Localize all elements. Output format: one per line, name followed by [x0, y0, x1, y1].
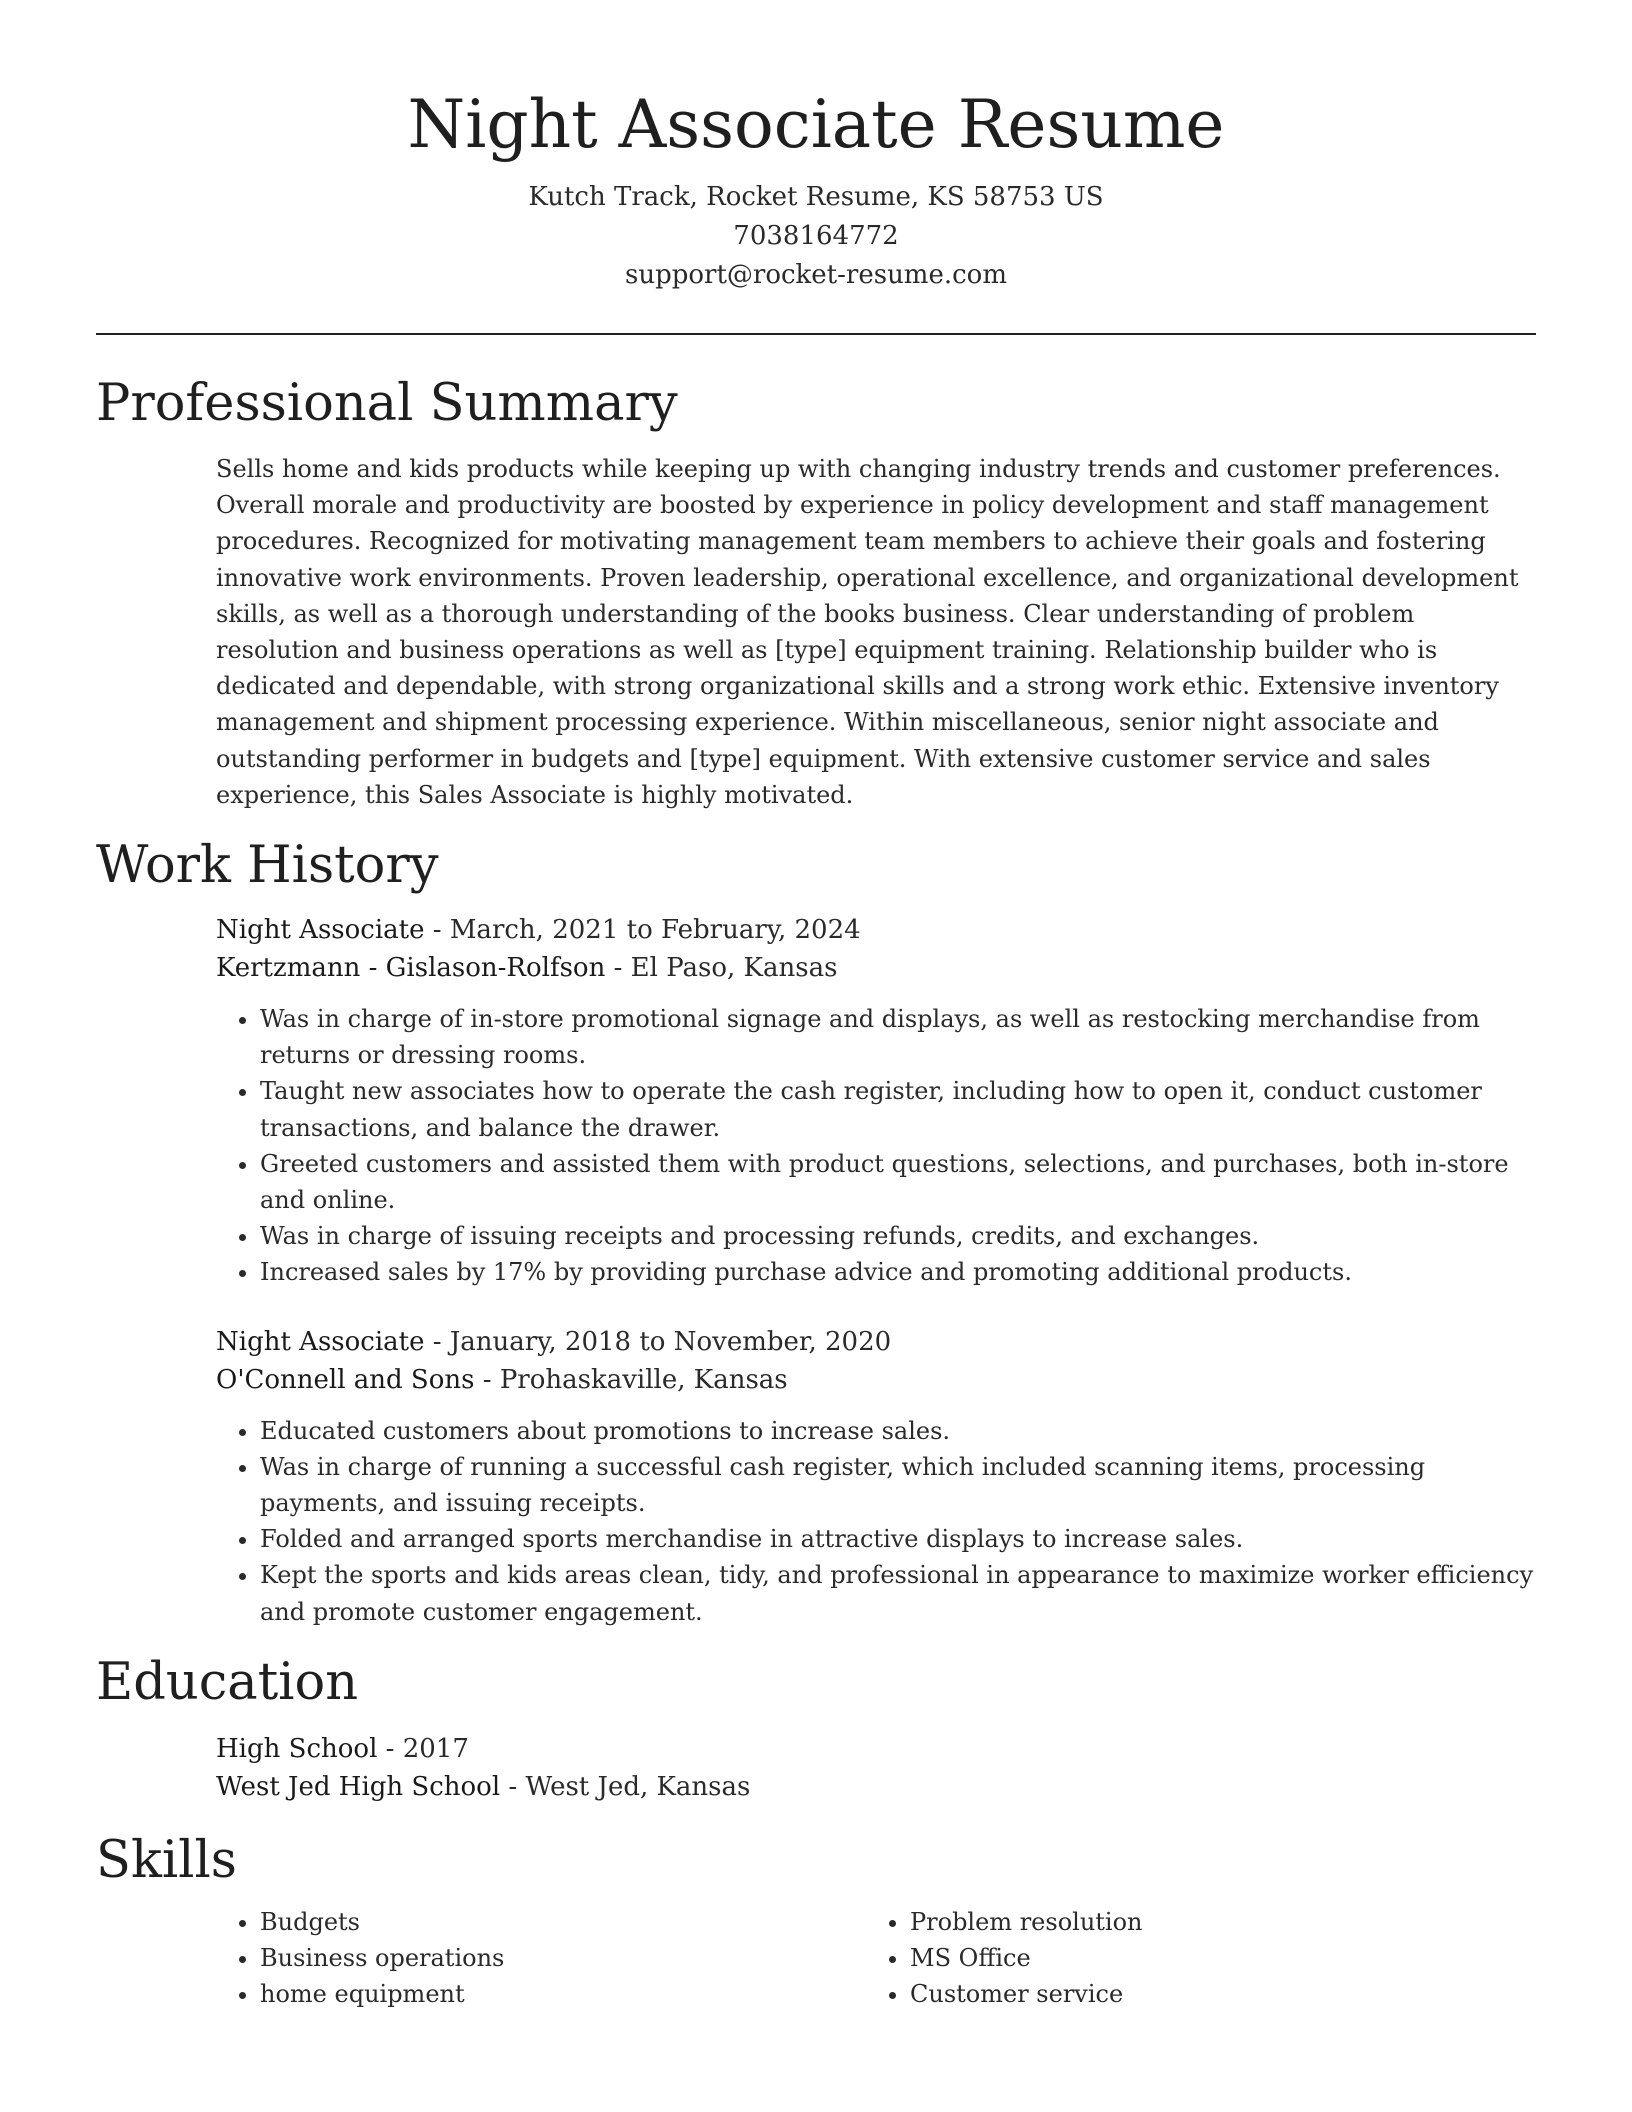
skills-grid	[216, 1904, 1536, 2013]
skills-heading: Skills	[96, 1830, 237, 1890]
skills-list	[216, 1904, 866, 2013]
email-text: support@rocket-resume.com	[624, 260, 1007, 290]
list-item: • Taught new associates how to operate the cash register, including how to open it, conduct customer transactions, and balance the drawer.	[260, 1073, 1536, 1145]
job-company: O'Connell and Sons	[216, 1364, 475, 1395]
resume-title: Night Associate Resume	[407, 86, 1225, 163]
list-item: • Increased sales by 17% by providing purchase advice and promoting additional products.	[260, 1254, 1536, 1290]
summary-section	[96, 371, 1536, 813]
header-divider	[96, 333, 1536, 335]
job-location: - El Paso, Kansas	[605, 953, 838, 984]
job-company-line	[216, 949, 1536, 987]
resume-page	[96, 0, 1536, 2012]
education-degree-line	[216, 1730, 1536, 1768]
education-heading: Education	[96, 1652, 359, 1712]
job-entry	[216, 1323, 1536, 1630]
list-item: • Was in charge of running a successful cash register, which included scanning items, processing payments, and issuing receipts.	[260, 1449, 1536, 1521]
skills-section	[96, 1828, 1536, 2013]
work-history-heading: Work History	[96, 836, 439, 896]
job-company: Kertzmann - Gislason-Rolfson	[216, 953, 606, 984]
phone-text: 7038164772	[733, 221, 899, 251]
skill-item: • Budgets	[260, 1904, 866, 1940]
contact-info	[96, 178, 1536, 295]
job-dates: - March, 2021 to February, 2024	[424, 915, 861, 946]
education-location: - West Jed, Kansas	[500, 1771, 751, 1802]
job-company-line	[216, 1361, 1536, 1399]
skills-list	[866, 1904, 1516, 2013]
job-duties-list	[216, 1413, 1536, 1630]
work-history-section	[96, 833, 1536, 1630]
education-degree: High School	[216, 1733, 378, 1764]
education-school-line	[216, 1768, 1536, 1806]
education-year: - 2017	[377, 1733, 469, 1764]
address-text: Kutch Track, Rocket Resume, KS 58753 US	[528, 182, 1104, 212]
skill-item: • Customer service	[910, 1976, 1516, 2012]
list-item: • Kept the sports and kids areas clean, tidy, and professional in appearance to maximize worker efficiency and promote customer engagement.	[260, 1557, 1536, 1629]
skills-column-left	[216, 1904, 866, 2013]
skill-item: • home equipment	[260, 1976, 866, 2012]
list-item: • Folded and arranged sports merchandise in attractive displays to increase sales.	[260, 1521, 1536, 1557]
job-title-line	[216, 1323, 1536, 1361]
resume-header	[96, 0, 1536, 295]
skill-item: • Problem resolution	[910, 1904, 1516, 1940]
list-item: • Was in charge of in-store promotional signage and displays, as well as restocking merchandise from returns or dressing rooms.	[260, 1001, 1536, 1073]
job-role: Night Associate	[216, 1326, 425, 1357]
list-item: • Was in charge of issuing receipts and processing refunds, credits, and exchanges.	[260, 1218, 1536, 1254]
job-duties-list	[216, 1001, 1536, 1291]
job-dates: - January, 2018 to November, 2020	[424, 1326, 892, 1357]
job-entry	[216, 911, 1536, 1291]
job-role: Night Associate	[216, 915, 425, 946]
skill-item: • Business operations	[260, 1940, 866, 1976]
job-title-line	[216, 911, 1536, 949]
list-item: • Greeted customers and assisted them with product questions, selections, and purchases, both in-store and online.	[260, 1146, 1536, 1218]
education-school: West Jed High School	[216, 1771, 501, 1802]
skill-item: • MS Office	[910, 1940, 1516, 1976]
summary-heading: Professional Summary	[96, 374, 678, 433]
education-section	[96, 1650, 1536, 1806]
job-location: - Prohaskaville, Kansas	[474, 1364, 788, 1395]
summary-text: Sells home and kids products while keeping up with changing industry trends and customer preferences. Overall morale and productivity are boosted by experience in policy development and staff management procedures. Recognized for motivating management team members to achieve their goals and fostering innovative work environments. Proven leadership, operational excellence, and organizational development skills, as well as a thorough understanding of the books business. Clear understanding of problem resolution and business operations as well as [type] equipment training. Relationship builder who is dedicated and dependable, with strong organizational skills and a strong work ethic. Extensive inventory management and shipment processing experience. Within miscellaneous, senior night associate and outstanding performer in budgets and [type] equipment. With extensive customer service and sales experience, this Sales Associate is highly motivated.	[216, 455, 1519, 809]
list-item: • Educated customers about promotions to increase sales.	[260, 1413, 1536, 1449]
skills-column-right	[866, 1904, 1516, 2013]
